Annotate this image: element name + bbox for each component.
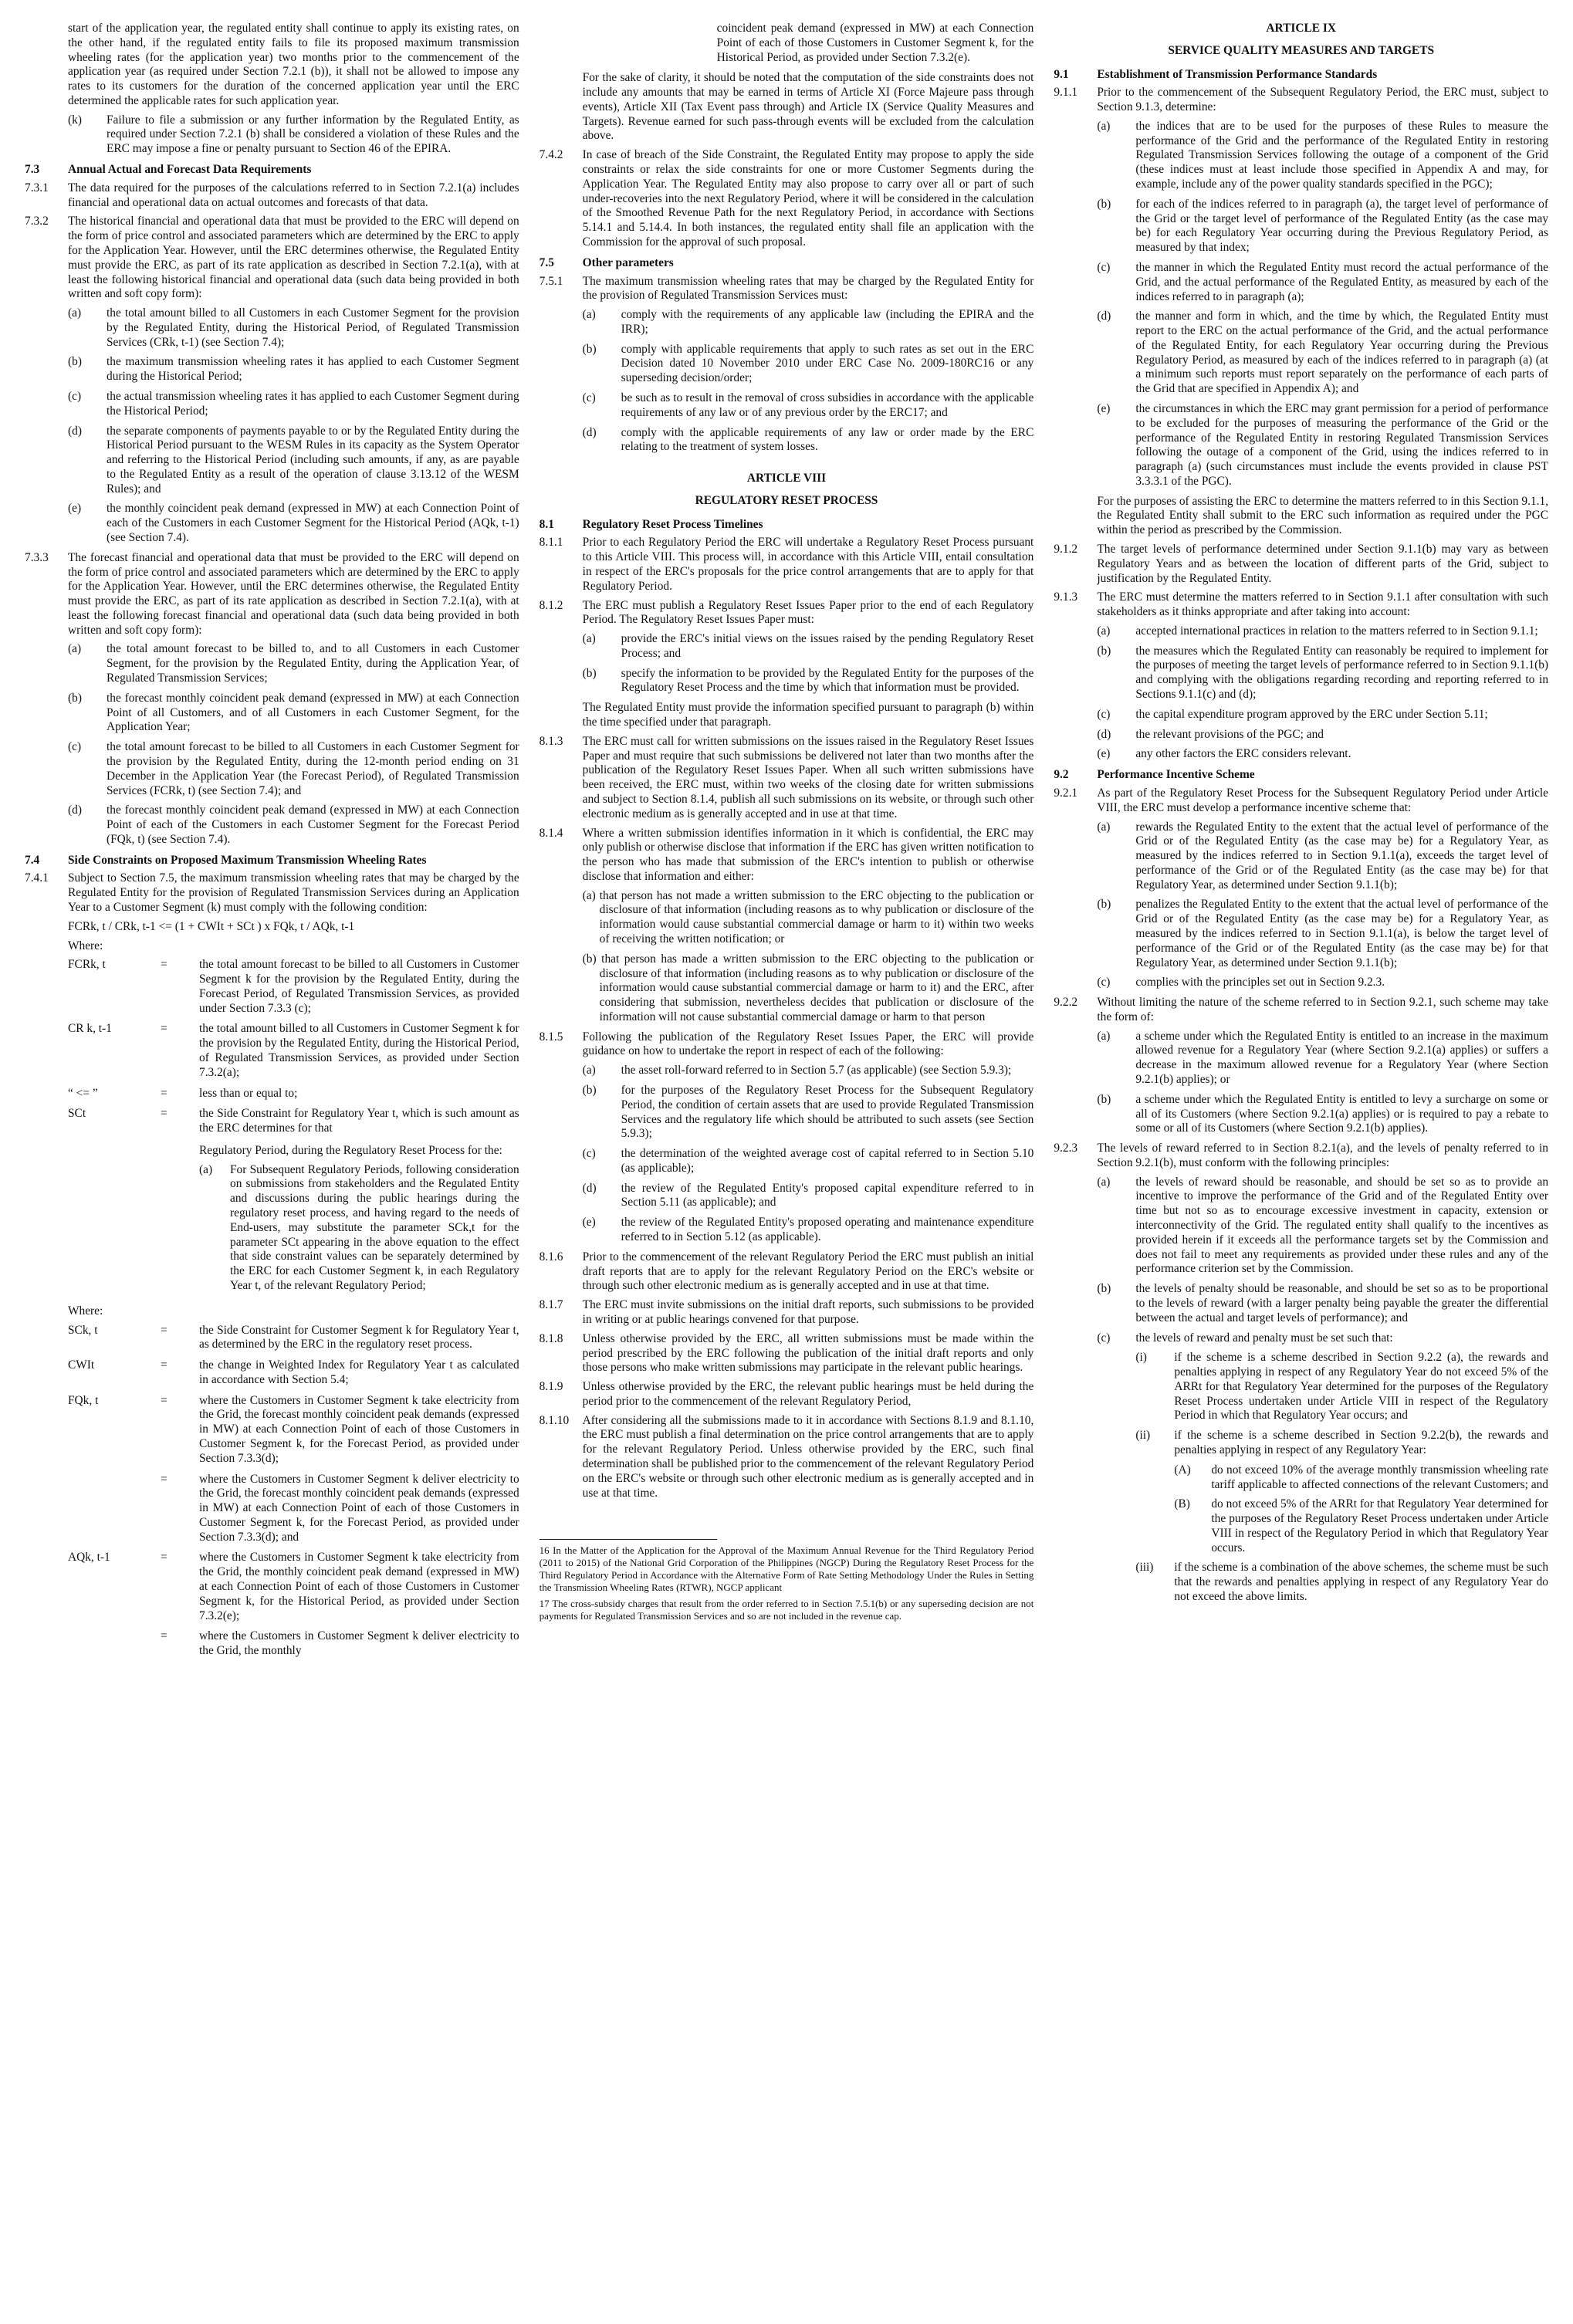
section-9-1-3: 9.1.3 The ERC must determine the matters referred to in Section 9.1.1 after consultation with such stakeholders as it thinks appropriate and after taking into account: [1054, 590, 1549, 619]
list-item: (a) that person has not made a written submission to the ERC objecting to the publication or disclosure of that information (including reasons as to why publication or disclosure of the information would cause substantial commercial damage or harm to it) within two weeks of receiving the written notification; or [582, 888, 1034, 945]
footnote-divider [540, 1539, 717, 1540]
where-label: Where: [68, 939, 103, 952]
definition-row: FCRk, t = the total amount forecast to be billed to all Customers in Customer Segment k for the provision by the Regulated Entity, during the Forecast Period, of Regulated Transmission Services, as provided under Section 7.3.3 (c); [68, 958, 519, 1015]
section-7-4-1: 7.4.1 Subject to Section 7.5, the maximum transmission wheeling rates that may be charged by the Regulated Entity for the provision of Regulated Transmission Services during an Application Year to a Customer Segment (k) must comply with the following condition: [25, 871, 519, 914]
list-item: (d) the forecast monthly coincident peak demand (expressed in MW) at each Connection Point of each of the Customers in each Customer Segment for the Forecast Period (FQk, t) (see Section 7.4). [68, 803, 519, 846]
section-8-1-6: 8.1.6 Prior to the commencement of the relevant Regulatory Period the ERC must publish an initial draft reports that are to apply for the relevant Regulatory Period on the ERC's website or through such other electronic medium as is generally accepted and in use at that time. [539, 1250, 1034, 1293]
list-item: (b) penalizes the Regulated Entity to the extent that the actual level of performance of the Grid or of the Regulated Entity (as the case may be) for a Regulatory Year, as measured by the indices referred to in Section 9.1.1(a), is below the target level of performance of the Grid or of the Regulated Entity (as the case may be) for that Regulatory Year, as determined under Section 9.1.1(b); [1097, 898, 1549, 969]
section-9-2-1: 9.2.1 As part of the Regulatory Reset Process for the Subsequent Regulatory Period under Article VIII, the ERC must develop a performance incentive scheme that: [1054, 786, 1549, 814]
section-7-5-1: 7.5.1 The maximum transmission wheeling rates that may be charged by the Regulated Entity for the provision of Regulated Transmission Services must: [539, 274, 1034, 303]
definition-row: CWIt = the change in Weighted Index for Regulatory Year t as calculated in accordance with Section 5.4; [68, 1358, 519, 1386]
list-item: (d) the review of the Regulated Entity's proposed capital expenditure referred to in Section 5.11 (as applicable); and [582, 1181, 1034, 1209]
list-subsubitem: (A) do not exceed 10% of the average monthly transmission wheeling rate tariff applicable to affected connections of the relevant Customers; and [1174, 1463, 1549, 1491]
list-item: (b) specify the information to be provided by the Regulated Entity for the purposes of the Regulatory Reset Process and the time by which that information must be provided. [582, 666, 1034, 695]
list-item: (a) a scheme under which the Regulated Entity is entitled to an increase in the maximum allowed revenue for a Regulatory Year (where Section 9.2.1(a) applies) or suffers a decrease in the maximum allowed revenue for a Regulatory Year (where Section 9.2.1(b) applies); or [1097, 1029, 1549, 1086]
list-item: (a) provide the ERC's initial views on the issues raised by the pending Regulatory Reset Process; and [582, 632, 1034, 660]
list-item: (e) the circumstances in which the ERC may grant permission for a period of performance to be excluded for the purposes of measuring the performance of the Grid or the performance of the Regulated Entity in restoring Regulated Transmission Services following the outage of a component of the Grid, using the indices referred to in paragraph (a) (such circumstances must include the events provided in clause PST 3.3.3.1 of the PGC). [1097, 401, 1549, 488]
section-9-1-1: 9.1.1 Prior to the commencement of the Subsequent Regulatory Period, the ERC must, subject to Section 9.1.3, determine: [1054, 86, 1549, 114]
list-item: (d) the separate components of payments payable to or by the Regulated Entity during the Historical Period pursuant to the WESM Rules in its capacity as the System Operator and referring to the Historical Period (including such amounts, if any, as are payable to the Regulated Entity as a result of the operation of clause 3.13.12 of the WESM Rules); and [68, 424, 519, 496]
paragraph: The Regulated Entity must provide the information specified pursuant to paragraph (b) within the time specified under that paragraph. [582, 701, 1034, 729]
column-right [1054, 22, 1548, 2309]
definition-row: CR k, t-1 = the total amount billed to all Customers in Customer Segment k for the provision by the Regulated Entity, during the Historical Period, of Regulated Transmission Services, as provided under Section 7.3.2(a); [68, 1022, 519, 1079]
section-9-1-2: 9.1.2 The target levels of performance determined under Section 9.1.1(b) may vary as between Regulatory Years and as between the location of different parts of the Grid, subject to justification by the Regulated Entity. [1054, 543, 1549, 585]
list-item: (c) be such as to result in the removal of cross subsidies in accordance with the applicable requirements of any law or of any previous order by the ERC17; and [582, 391, 1034, 419]
list-item: (c) the manner in which the Regulated Entity must record the actual performance of the Grid, and the actual performance of the Regulated Entity, as measured by each of the indices referred to in paragraph (a); [1097, 260, 1549, 303]
article-heading: ARTICLE IX [1266, 22, 1336, 35]
list-item: (b) for the purposes of the Regulatory Reset Process for the Subsequent Regulatory Period, the condition of certain assets that are used to provide Regulated Transmission Services and the regulatory life which should be attributed to such assets (see Section 5.9.3); [582, 1084, 1034, 1141]
column-middle [540, 22, 1034, 2309]
list-item: (c) the actual transmission wheeling rates it has applied to each Customer Segment during the Historical Period; [68, 389, 519, 418]
section-8-1-4: 8.1.4 Where a written submission identifies information in it which is confidential, the ERC may only publish or otherwise disclose that information if the ERC has given written notification to the person who has made that submission of the ERC's intention to publish or otherwise disclose that information and either: [539, 826, 1034, 883]
list-item: (e) any other factors the ERC considers relevant. [1097, 747, 1351, 761]
list-item: (a) the asset roll-forward referred to in Section 5.7 (as applicable) (see Section 5.9.3); [582, 1064, 1012, 1077]
footnote: 17 The cross-subsidy charges that result from the order referred to in Section 7.5.1(b) or any superseding decision are not payments for Regulated Transmission Services and so are not included in the revenue cap. [539, 1597, 1034, 1622]
section-7-4-2: 7.4.2 In case of breach of the Side Constraint, the Regulated Entity may propose to apply the side constraints or relax the side constraints for one or more Customer Segments during the Application Year. The Regulated Entity may also propose to carry over all or part of such under-recoveries into the next Regulatory Period, where it will be considered in the calculation of the Smoothed Revenue Path for the next Regulatory Period, in accordance with Sections 5.14.1 and 5.14.4. In both instances, the regulated entity shall file an application with the Commission for the approval of such proposal. [539, 148, 1034, 249]
section-8-1-1: 8.1.1 Prior to each Regulatory Period the ERC will undertake a Regulatory Reset Process pursuant to this Article VIII. This process will, in accordance with this Article VIII, entail consultation in respect of the ERC's proposals for the price control arrangements that are to apply for that Regulatory Period. [539, 536, 1034, 593]
list-item: (a) rewards the Regulated Entity to the extent that the actual level of performance of the Grid or of the Regulated Entity (as the case may be) for a Regulatory Year, as measured by the indices referred to in Section 9.1.1(a), exceeds the target level of performance of the Grid or of the Regulated Entity (as the case may be) for that Regulatory Year, as determined under Section 9.1.1(b); [1097, 820, 1549, 891]
definition-subitem: (a) For Subsequent Regulatory Periods, following consideration on submissions from stakeholders and the Regulated Entity and discussions during the public hearings during the regulatory reset process, and having regard to the needs of End-users, may substitute the parameter SCk,t for the parameter SCt appearing in the above equation to the effect that side constraint values can be separately determined by the ERC for each Customer Segment k, in each Regulatory Year t, of the relevant Regulatory Period; [199, 1162, 519, 1292]
definition-row: “ <= ” = less than or equal to; [68, 1086, 298, 1100]
section-7-3-2: 7.3.2 The historical financial and operational data that must be provided to the ERC will depend on the form of price control and associated parameters which are determined by the ERC to apply for the Application Year. However, until the ERC determines otherwise, the Regulated Entity must provide the ERC, as part of its rate application as described in Section 7.2.1(a), with at least the following historical financial and operational data (such data being provided in both written and soft copy form): [25, 215, 519, 301]
list-item: (e) the monthly coincident peak demand (expressed in MW) at each Connection Point of each of the Customers in each Customer Segment for the Historical Period (AQk, t-1) (see Section 7.4). [68, 502, 519, 544]
list-item: (a) the total amount billed to all Customers in each Customer Segment for the provision by the Regulated Entity, during the Historical Period, of Regulated Transmission Services (CRk, t-1) (see Section 7.4); [68, 306, 519, 349]
definition-row: SCt = the Side Constraint for Regulatory Year t, which is such amount as the ERC determines for that [68, 1107, 519, 1135]
list-item: (a) the indices that are to be used for the purposes of these Rules to measure the performance of the Grid and the performance of the Regulated Entity in restoring Regulated Transmission Services following the outage of a component of the Grid (these indices must at least include those specified in Appendix A and may, for example, include any of the power quality standards specified in the PGC); [1097, 119, 1549, 191]
list-item: (c) the determination of the weighted average cost of capital referred to in Section 5.10 (as applicable); [582, 1147, 1034, 1175]
paragraph: For the sake of clarity, it should be noted that the computation of the side constraints does not include any amounts that may be earned in terms of Article XI (Force Majeure pass through events), Article XII (Tax Event pass through) and Article IX (Service Quality Measures and Targets). Revenue earned for such pass-through events will be excluded from the calculation above. [582, 71, 1034, 143]
footnote: 16 In the Matter of the Application for the Approval of the Maximum Annual Revenue for the Third Regulatory Period (2011 to 2015) of the National Grid Corporation of the Philippines (NGCP) During the Regulatory Reset Process for the Third Regulatory Period in Accordance with the Alternative Form of Rate Setting Methodology Under the Rules in Setting the Transmission Wheeling Rates (RTWR), NGCP applicant [539, 1544, 1034, 1593]
list-item: (b) the forecast monthly coincident peak demand (expressed in MW) at each Connection Point of all Customers, and of all Customers in each Customer Segment, for the Application Year; [68, 691, 519, 734]
section-8-1-8: 8.1.8 Unless otherwise provided by the ERC, all written submissions must be made within the period prescribed by the ERC following the publication of the initial draft reports and only those persons who make written submissions may participate in the relevant public hearings. [539, 1331, 1034, 1375]
list-item: (k) Failure to file a submission or any further information by the Regulated Entity, as required under Section 7.2.1 (b) shall be considered a violation of these Rules and the ERC may impose a fine or penalty pursuant to Section 46 of the EPIRA. [68, 113, 519, 156]
list-item: (c) complies with the principles set out in Section 9.2.3. [1097, 976, 1385, 989]
section-heading: 7.4 Side Constraints on Proposed Maximum Transmission Wheeling Rates [25, 853, 427, 867]
definition-row: = where the Customers in Customer Segment k deliver electricity to the Grid, the monthly [161, 1629, 519, 1658]
list-item: (c) the total amount forecast to be billed to all Customers in each Customer Segment for the provision by the Regulated Entity, during the 12-month period ending on 31 December in the Application Year (the Forecast Period), of Regulated Transmission Services (FCRk, t) (see Section 7.4); and [68, 740, 519, 797]
section-8-1-7: 8.1.7 The ERC must invite submissions on the initial draft reports, such submissions to be provided in writing or at public hearings convened for that purpose. [539, 1298, 1034, 1326]
list-item: (a) the total amount forecast to be billed to, and to all Customers in each Customer Segment, for the provision by the Regulated Entity, during the Application Year, of Regulated Transmission Services; [68, 642, 519, 685]
list-item: (b) the levels of penalty should be reasonable, and should be set so as to be proportional to the levels of reward (with a larger penalty being payable the greater the differential between the actual and target levels of performance); and [1097, 1282, 1549, 1324]
article-title: SERVICE QUALITY MEASURES AND TARGETS [1168, 43, 1435, 57]
section-heading: 8.1 Regulatory Reset Process Timelines [539, 517, 763, 531]
list-item: (b) the measures which the Regulated Entity can reasonably be required to implement for the purposes of meeting the target levels of performance referred to in Section 9.1.1(b) and complying with the obligations regarding recording and reporting referred to in Sections 9.1.1(c) and (d); [1097, 644, 1549, 702]
list-item: (d) comply with the applicable requirements of any law or order made by the ERC relating to the treatment of system losses. [582, 425, 1034, 454]
list-item: (b) that person has made a written submission to the ERC objecting to the publication or disclosure of that information (including reasons as to why publication or disclosure of the information would cause substantial commercial damage or harm to it) and the ERC, after considering that submission, nevertheless decides that publication or disclosure of the information will not cause substantial commercial damage or harm to that person [582, 952, 1034, 1023]
paragraph: coincident peak demand (expressed in MW) at each Connection Point of each of those Customers in Customer Segment k, for the Historical Period, as provided under Section 7.3.2(e). [716, 22, 1034, 64]
paragraph: start of the application year, the regulated entity shall continue to apply its existing rates, on the other hand, if the regulated entity fails to file its proposed maximum transmission wheeling rates (for the application year) two months prior to the commencement of the application year (as required under Section 7.2.1 (b)), it shall not be allowed to impose any rates to its customers for the duration of the concerned application year until the ERC determined the applicable rates for such application year. [68, 22, 519, 107]
section-heading: 7.5 Other parameters [539, 255, 674, 269]
list-item: (b) a scheme under which the Regulated Entity is entitled to levy a surcharge on some or all of its Customers (where Section 9.2.1(a) applies) or is required to pay a rebate to some or all of its Customers (where Section 9.2.1(b) applies). [1097, 1092, 1549, 1135]
list-item: (c) the levels of reward and penalty must be set such that: [1097, 1331, 1393, 1345]
definition-row: = where the Customers in Customer Segment k deliver electricity to the Grid, the forecast monthly coincident peak demands (expressed in MW) at each Connection Point of each of those Customers in Customer Segment k, for the Forecast Period, as provided under Section 7.3.3(d); and [161, 1472, 519, 1544]
list-item: (b) comply with applicable requirements that apply to such rates as set out in the ERC Decision dated 10 November 2010 under ERC Case No. 2009-180RC16 or any superseding decision/order; [582, 342, 1034, 385]
list-item: (a) the levels of reward should be reasonable, and should be set so as to provide an incentive to improve the performance of the Grid and of the Regulated Entity over time but not so as to encourage excessive investment in capacity, extension or interconnectivity of the Grid. The regulated entity shall qualify to the incentives as provided herein if it exceeds all the performance targets set by the Commission and does not fail to meet any requirements as provided under these rules and any of the performance criterion set by the Commission. [1097, 1175, 1549, 1276]
list-item: (a) accepted international practices in relation to the matters referred to in Section 9.1.1; [1097, 624, 1538, 638]
definition-row: SCk, t = the Side Constraint for Customer Segment k for Regulatory Year t, as determined by the ERC in the regulatory reset process. [68, 1323, 519, 1351]
section-7-3-3: 7.3.3 The forecast financial and operational data that must be provided to the ERC will depend on the form of price control and associated parameters which are determined by the ERC to apply for the Application Year. However, until the ERC determines otherwise, the Regulated Entity must provide the ERC, as part of its rate application as described in Section 7.2.1(a), with at least the following forecast financial and operational data (such data being provided in both written and soft copy form): [25, 550, 519, 637]
paragraph: For the purposes of assisting the ERC to determine the matters referred to in this Section 9.1.1, the Regulated Entity shall submit to the ERC such information as required under the PGC within the period as prescribed by the Commission. [1097, 494, 1549, 537]
section-heading: 9.1 Establishment of Transmission Performance Standards [1054, 67, 1378, 81]
section-8-1-2: 8.1.2 The ERC must publish a Regulatory Reset Issues Paper prior to the end of each Regulatory Period. The Regulatory Reset Issues Paper must: [539, 598, 1034, 627]
list-item: (d) the relevant provisions of the PGC; and [1097, 727, 1324, 741]
list-item: (c) the capital expenditure program approved by the ERC under Section 5.11; [1097, 707, 1488, 721]
list-subitem: (ii) if the scheme is a scheme described in Section 9.2.2(b), the rewards and penalties applying in respect of any Regulatory Year: [1135, 1429, 1549, 1456]
definition-row: FQk, t = where the Customers in Customer Segment k take electricity from the Grid, the forecast monthly coincident peak demands (expressed in MW) at each Connection Point of each of those Customers in Customer Segment k, for the Forecast Period, as provided under Section 7.3.3(d); [68, 1393, 519, 1465]
section-heading: 9.2 Performance Incentive Scheme [1054, 768, 1255, 782]
section-8-1-3: 8.1.3 The ERC must call for written submissions on the issues raised in the Regulatory Reset Issues Paper and must require that such submissions be delivered not later than two months after the publication of the Regulatory Reset Issues Paper. When all such written submissions have been received, the ERC must, within two weeks of the closing date for written submissions and subject to Section 8.1.4, publish all such submissions on its website, or through such other electronic medium as is generally accepted and in use at that time. [539, 734, 1034, 820]
list-item: (b) the maximum transmission wheeling rates it has applied to each Customer Segment during the Historical Period; [68, 355, 519, 384]
list-item: (b) for each of the indices referred to in paragraph (a), the target level of performance of the Grid or the target level of performance of the Regulated Entity (as the case may be) for each Regulatory Year occurring during the Previous Regulatory Period, as measured by that index; [1097, 197, 1549, 255]
column-left [25, 22, 519, 2309]
section-7-3-1: 7.3.1 The data required for the purposes of the calculations referred to in Section 7.2.1(a) includes financial and operational data on actual outcomes and forecasts of that data. [25, 181, 519, 209]
section-heading: 7.3 Annual Actual and Forecast Data Requirements [25, 163, 312, 177]
article-heading: ARTICLE VIII [746, 472, 827, 485]
definition-row: AQk, t-1 = where the Customers in Customer Segment k take electricity from the Grid, the monthly coincident peak demand (expressed in MW) at each Connection Point of each of those Customers in Customer Segment k, for the Historical Period, as provided under Section 7.3.2(e); [68, 1551, 519, 1622]
list-subitem: (i) if the scheme is a scheme described in Section 9.2.2 (a), the rewards and penalties applying in respect of any Regulatory Year do not exceed 5% of the ARRt for that Regulatory Year determined for the purposes of the Regulatory Reset Process undertaken under Article VIII in respect of the Regulatory Period in which that Regulatory Year occurs; and [1135, 1351, 1549, 1422]
list-subitem: (iii) if the scheme is a combination of the above schemes, the scheme must be such that the rewards and penalties applying in respect of any Regulatory Year do not exceed the above limits. [1135, 1561, 1549, 1603]
section-9-2-2: 9.2.2 Without limiting the nature of the scheme referred to in Section 9.2.1, such scheme may take the form of: [1054, 996, 1549, 1023]
list-item: (d) the manner and form in which, and the time by which, the Regulated Entity must report to the ERC on the actual performance of the Grid, and the actual performance of the Regulated Entity, for each Regulatory Year occurring during the Previous Regulatory Period, as measured by each of the indices referred to in paragraph (a) (at a minimum such reports must report separately on the performance of each parts of the Grid that are specified in Appendix A); and [1097, 310, 1549, 396]
section-8-1-9: 8.1.9 Unless otherwise provided by the ERC, the relevant public hearings must be held during the period prior to the commencement of the relevant Regulatory Period, [539, 1380, 1034, 1408]
list-item: (e) the review of the Regulated Entity's proposed operating and maintenance expenditure referred to in Section 5.12 (as applicable). [582, 1216, 1034, 1244]
section-8-1-10: 8.1.10 After considering all the submissions made to it in accordance with Sections 8.1.9 and 8.1.10, the ERC must publish a final determination on the price control arrangements that are to apply for the relevant Regulatory Period. Unless otherwise provided by the ERC, such final determination shall be published prior to the commencement of the relevant Regulatory Period on the ERC's website or through such other electronic medium as is generally accepted and in use at that time. [539, 1413, 1034, 1500]
where-label: Where: [68, 1304, 103, 1318]
article-title: REGULATORY RESET PROCESS [695, 493, 878, 507]
list-item: (a) comply with the requirements of any applicable law (including the EPIRA and the IRR); [582, 308, 1034, 336]
section-8-1-5: 8.1.5 Following the publication of the Regulatory Reset Issues Paper, the ERC will provide guidance on how to undertake the report in respect of each of the following: [539, 1030, 1034, 1058]
list-subsubitem: (B) do not exceed 5% of the ARRt for that Regulatory Year determined for the purposes of the Regulatory Reset Process undertaken under Article VIII in respect of the Regulatory Period in which that Regulatory Year occurs. [1174, 1497, 1549, 1554]
section-9-2-3: 9.2.3 The levels of reward referred to in Section 8.2.1(a), and the levels of penalty referred to in Section 9.2.1(b), must conform with the following principles: [1054, 1142, 1549, 1169]
formula: FCRk, t / CRk, t-1 <= (1 + CWIt + SCt ) x FQk, t / AQk, t-1 [68, 919, 355, 933]
definition-continuation: Regulatory Period, during the Regulatory Reset Process for the: [199, 1143, 502, 1157]
